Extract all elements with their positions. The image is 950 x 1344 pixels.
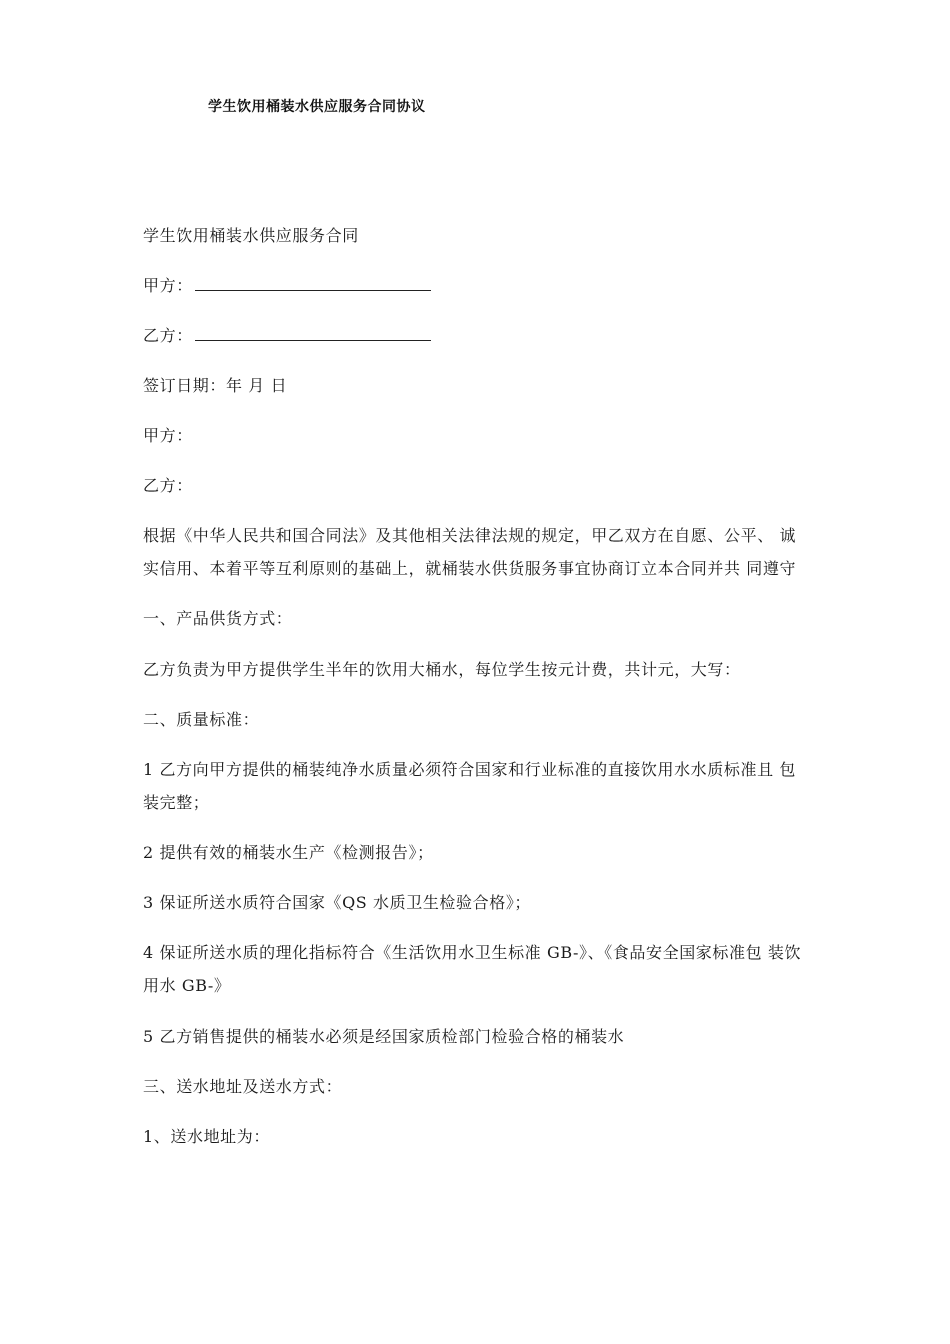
party-b-blank-line bbox=[195, 326, 431, 341]
party-b-blank-label: 乙方： bbox=[143, 326, 193, 345]
section-2-item-2: 2 提供有效的桶装水生产《检测报告》； bbox=[143, 843, 434, 862]
section-2-item-5: 5 乙方销售提供的桶装水必须是经国家质检部门检验合格的桶装水 bbox=[143, 1027, 625, 1046]
section-1-heading: 一、产品供货方式： bbox=[143, 609, 293, 628]
preamble-line-1: 根据《中华人民共和国合同法》及其他相关法律法规的规定，甲乙双方在自愿、公平、 诚 bbox=[143, 526, 797, 545]
party-a-label: 甲方： bbox=[143, 426, 193, 445]
section-3-heading: 三、送水地址及送水方式： bbox=[143, 1077, 343, 1096]
section-1-text: 乙方负责为甲方提供学生半年的饮用大桶水，每位学生按元计费，共计元，大写： bbox=[143, 660, 741, 679]
preamble-line-2: 实信用、本着平等互利原则的基础上，就桶装水供货服务事宜协商订立本合同并共 同遵守 bbox=[143, 559, 797, 578]
party-a-blank-line bbox=[195, 276, 431, 291]
sign-date: 签订日期：年 月 日 bbox=[143, 376, 288, 395]
section-2-item-3: 3 保证所送水质符合国家《QS 水质卫生检验合格》； bbox=[143, 893, 532, 912]
section-2-item-1-line-1: 1 乙方向甲方提供的桶装纯净水质量必须符合国家和行业标准的直接饮用水水质标准且 包 bbox=[143, 760, 796, 779]
section-2-heading: 二、质量标准： bbox=[143, 710, 260, 729]
party-b-label: 乙方： bbox=[143, 476, 193, 495]
section-2-item-4-line-2: 用水 GB-》 bbox=[143, 976, 231, 995]
document-header-title: 学生饮用桶装水供应服务合同协议 bbox=[208, 99, 426, 115]
party-a-blank-label: 甲方： bbox=[143, 276, 193, 295]
section-2-item-1-line-2: 装完整； bbox=[143, 793, 210, 812]
section-2-item-4-line-1: 4 保证所送水质的理化指标符合《生活饮用水卫生标准 GB-》、《食品安全国家标准包 装饮 bbox=[143, 943, 802, 962]
party-a-blank-row bbox=[143, 271, 833, 300]
section-3-item-1: 1、送水地址为： bbox=[143, 1127, 270, 1146]
contract-title: 学生饮用桶装水供应服务合同 bbox=[143, 226, 359, 245]
party-b-blank-row bbox=[143, 321, 833, 350]
